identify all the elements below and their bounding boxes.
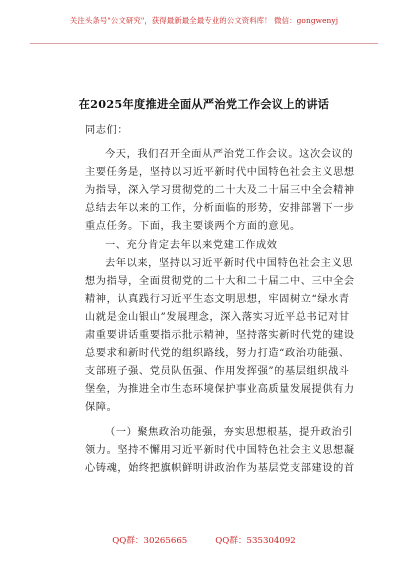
header-divider bbox=[30, 43, 378, 44]
section-heading: 一、充分肯定去年以来党建工作成效 bbox=[105, 239, 278, 251]
body-line: 今天，我们召开全面从严治党工作会议。这次会议的 bbox=[105, 149, 354, 161]
qq-group-left: QQ群：30265665 bbox=[112, 536, 188, 546]
body-line: 精神，认真践行习近平生态文明思想，牢固树立“绿水青 bbox=[85, 293, 350, 305]
document-title: 在2025年度推进全面从严治党工作会议上的讲话 bbox=[78, 97, 330, 111]
body-line: 保障。 bbox=[85, 402, 118, 414]
salutation: 同志们： bbox=[85, 125, 129, 136]
qq-group-right: QQ群：535304092 bbox=[215, 536, 296, 546]
body-line: 肃重要讲话重要指示批示精神，坚持落实新时代党的建设 bbox=[85, 330, 355, 342]
body-line: 心铸魂，始终把旗帜鲜明讲政治作为基层党支部建设的首 bbox=[85, 462, 355, 474]
body-line: 堡垒，为推进全市生态环境保护事业高质量发展提供有力 bbox=[85, 384, 355, 396]
promo-notice: 关注头条号"公文研究"，获得最新最全最专业的公文资料库！ 微信：gongwenyj bbox=[69, 15, 339, 25]
body-line: 主要任务是，坚持以习近平新时代中国特色社会主义思想 bbox=[85, 167, 355, 179]
body-line: 去年以来，坚持以习近平新时代中国特色社会主义思 bbox=[105, 257, 354, 269]
body-line: 山就是金山银山”发展理念，深入落实习近平总书记对甘 bbox=[85, 311, 350, 323]
qq-footer bbox=[0, 534, 408, 546]
body-line: 想为指导，全面贯彻党的二十大和二十届二中、三中全会 bbox=[85, 275, 355, 287]
document-body bbox=[85, 122, 363, 478]
body-line: 为指导，深入学习贯彻党的二十大及二十届三中全会精神 bbox=[85, 185, 355, 197]
body-line: 总要求和新时代党的组织路线，努力打造“政治功能强、 bbox=[85, 348, 350, 360]
body-line: 支部班子强、党员队伍强、作用发挥强”的基层组织战斗 bbox=[85, 366, 350, 378]
body-line: 总结去年以来的工作，分析面临的形势，安排部署下一步 bbox=[85, 203, 355, 215]
subsection-heading: （一）聚焦政治功能强，夯实思想根基，提升政治引 bbox=[105, 426, 354, 438]
promo-header bbox=[0, 0, 408, 40]
body-line: 领力。坚持不懈用习近平新时代中国特色社会主义思想凝 bbox=[85, 444, 355, 456]
body-line: 重点任务。下面，我主要谈两个方面的意见。 bbox=[85, 221, 301, 233]
